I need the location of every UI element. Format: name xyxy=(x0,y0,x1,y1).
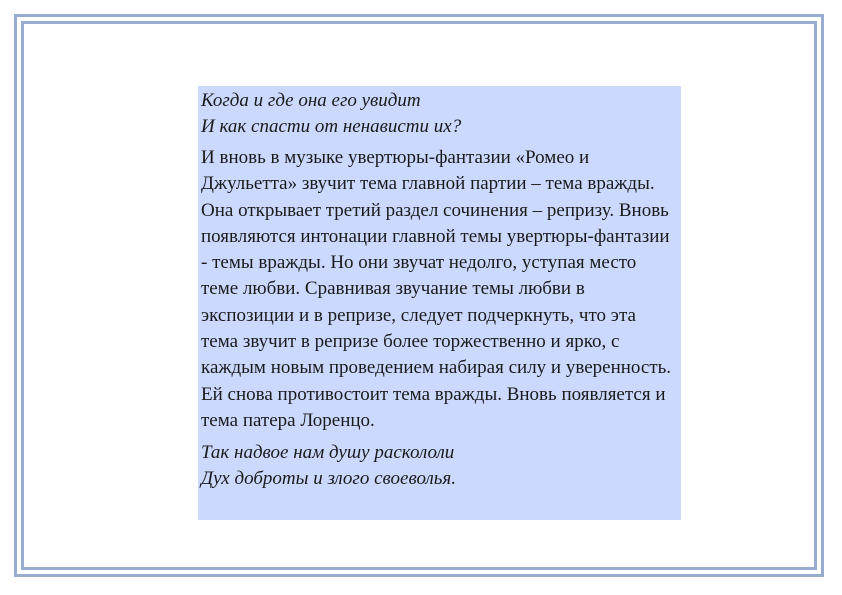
body-paragraph: И вновь в музыке увертюры-фантазии «Ромео и Джульетта» звучит тема главной партии – тема вражды. Она открывает третий раздел сочинения – репризу. Вновь появляются интонации главной темы увертюры-фантазии - темы вражды. Но они звучат недолго, уступая место теме любви. Сравнивая звучание темы любви в экспозиции и в репризе, следует подчеркнуть, что эта тема звучит в репризе более торжественно и ярко, с каждым новым проведением набирая силу и уверенность. Ей снова противостоит тема вражды. Вновь появляется и тема патера Лоренцо. xyxy=(201,147,672,431)
verse-line: Когда и где она его увидит xyxy=(201,90,421,111)
verse-top xyxy=(201,88,677,140)
verse-bottom xyxy=(201,440,677,492)
verse-line: Так надвое нам душу раскололи xyxy=(201,442,455,464)
text-box xyxy=(198,86,681,520)
verse-line: И как спасти от ненависти их? xyxy=(201,116,462,137)
verse-line: Дух доброты и злого своеволья. xyxy=(201,468,456,490)
